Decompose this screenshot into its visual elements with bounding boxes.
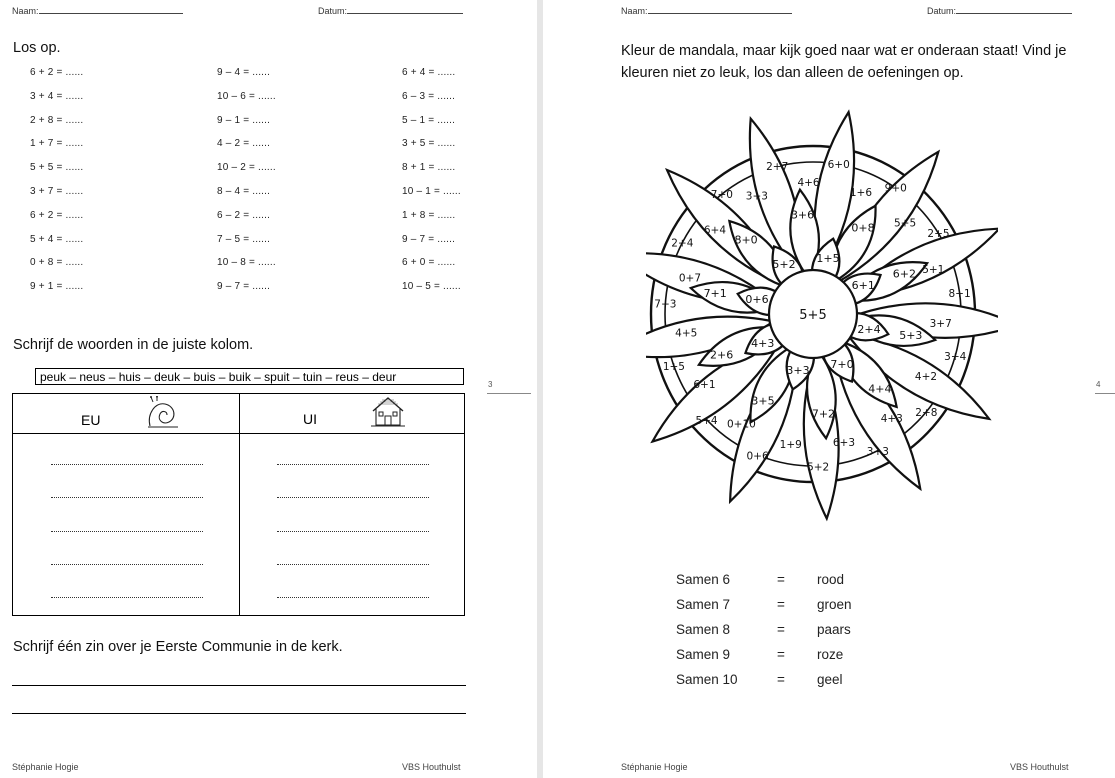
exercise-item[interactable]: 6 + 2 = ...... xyxy=(30,209,84,221)
mandala-outer-label[interactable]: 9+0 xyxy=(884,182,907,195)
date-line[interactable] xyxy=(956,5,1072,14)
mandala-outer-label[interactable]: 5+1 xyxy=(922,263,945,276)
mandala-middle-label[interactable]: 7+2 xyxy=(811,407,836,421)
exercise-item[interactable]: 6 + 2 = ...... xyxy=(30,67,84,78)
mandala-outer-label[interactable]: 1+9 xyxy=(779,438,802,451)
exercise-item[interactable]: 1 + 8 = ...... xyxy=(402,209,456,221)
name-field xyxy=(12,5,183,16)
exercise-item[interactable]: 1 + 7 = ...... xyxy=(30,138,84,150)
date-label: Datum: xyxy=(318,6,348,16)
mandala-outer-label[interactable]: 5+5 xyxy=(893,217,917,230)
mandala-outer-label[interactable]: 3+4 xyxy=(944,351,967,364)
section-title-los-op: Los op. xyxy=(13,40,61,56)
mandala-instruction: Kleur de mandala, maar kijk goed naar wat er onderaan staat! Vind je kleuren niet zo leuk, los dan alleen de oefeningen op. xyxy=(621,43,1067,81)
mandala-outer-label[interactable]: 4+6 xyxy=(797,177,820,190)
column-header-eu: EU xyxy=(81,412,101,428)
mandala-outer-label[interactable]: 2+4 xyxy=(671,237,694,250)
exercise-item[interactable]: 8 + 1 = ...... xyxy=(402,162,456,174)
legend-eq: = xyxy=(777,597,785,612)
answer-line-eu[interactable] xyxy=(51,596,203,598)
footer-school: VBS Houthulst xyxy=(402,762,461,772)
footer-school: VBS Houthulst xyxy=(1010,762,1069,772)
answer-line-eu[interactable] xyxy=(51,530,203,532)
exercise-item[interactable]: 10 – 1 = ...... xyxy=(402,186,461,197)
legend-color: paars xyxy=(817,622,851,637)
legend-label: Samen 8 xyxy=(676,622,731,637)
answer-line-eu[interactable] xyxy=(51,463,203,465)
answer-line-ui[interactable] xyxy=(277,496,429,498)
legend-eq: = xyxy=(777,622,785,637)
worksheet-page-left xyxy=(0,0,537,778)
answer-line-ui[interactable] xyxy=(277,463,429,465)
exercise-item[interactable]: 6 – 3 = ...... xyxy=(402,90,456,102)
footer-author: Stéphanie Hogie xyxy=(12,762,79,772)
mandala-outer-label[interactable]: 6+3 xyxy=(832,436,856,449)
mandala-outer-label[interactable]: 7+0 xyxy=(710,188,733,201)
section-title-woorden: Schrijf de woorden in de juiste kolom. xyxy=(13,337,254,353)
mandala-middle-label[interactable]: 4+4 xyxy=(868,382,892,396)
date-field xyxy=(927,5,1072,16)
mandala-outer-label[interactable]: 5+4 xyxy=(695,414,718,427)
word-list-box: peuk – neus – huis – deuk – buis – buik – spuit – tuin – reus – deur xyxy=(35,368,464,385)
mandala-outer-label[interactable]: 0+6 xyxy=(746,450,769,463)
answer-line-eu[interactable] xyxy=(51,563,203,565)
section-title-zin: Schrijf één zin over je Eerste Communie in de kerk. xyxy=(13,639,343,655)
legend-color: geel xyxy=(817,672,843,687)
mandala-drawing[interactable] xyxy=(646,88,998,546)
sentence-line[interactable] xyxy=(12,713,466,714)
mandala-outer-label[interactable]: 3+3 xyxy=(866,446,889,459)
legend-label: Samen 9 xyxy=(676,647,731,662)
mandala-middle-label[interactable]: 7+1 xyxy=(703,287,727,301)
answer-line-ui[interactable] xyxy=(277,563,429,565)
mandala-outer-label[interactable]: 1+5 xyxy=(662,361,686,374)
legend-eq: = xyxy=(777,572,785,587)
exercise-item[interactable]: 9 – 7 = ...... xyxy=(402,233,456,245)
name-label: Naam: xyxy=(621,6,648,16)
page-number: 4 xyxy=(1096,380,1101,389)
legend-eq: = xyxy=(777,647,785,662)
mandala-outer-label[interactable]: 7+3 xyxy=(654,298,677,311)
name-field xyxy=(621,5,792,16)
exercise-item[interactable]: 10 – 5 = ...... xyxy=(402,281,461,293)
exercise-item[interactable]: 3 + 7 = ...... xyxy=(30,186,84,197)
mandala-outer-label[interactable]: 4+3 xyxy=(880,412,903,425)
mandala-inner-label[interactable]: 3+3 xyxy=(786,364,810,378)
exercise-item[interactable]: 10 – 8 = ...... xyxy=(217,257,276,269)
mandala-outer-label[interactable]: 1+6 xyxy=(849,186,873,199)
legend-color: groen xyxy=(817,597,852,612)
answer-line-ui[interactable] xyxy=(277,530,429,532)
name-line[interactable] xyxy=(648,5,792,14)
date-field xyxy=(318,5,463,16)
exercise-item[interactable]: 3 + 4 = ...... xyxy=(30,90,84,102)
mandala-outer-label[interactable]: 6+4 xyxy=(703,224,727,237)
mandala-outer-label[interactable]: 2+7 xyxy=(766,161,789,174)
exercise-item[interactable]: 5 – 1 = ...... xyxy=(402,114,456,126)
legend-color: rood xyxy=(817,572,845,587)
exercise-item[interactable]: 10 – 2 = ...... xyxy=(217,162,276,174)
mandala-inner-label[interactable]: 1+5 xyxy=(816,251,840,265)
mandala-middle-label[interactable]: 5+3 xyxy=(899,328,923,342)
worksheet-page-right xyxy=(543,0,1115,778)
mandala-outer-label[interactable]: 3+7 xyxy=(929,318,952,331)
exercise-item[interactable]: 5 + 5 = ...... xyxy=(30,162,84,174)
snail-illustration-icon xyxy=(145,396,181,430)
mandala-inner-label[interactable]: 5+2 xyxy=(772,257,796,271)
mandala-outer-label[interactable]: 0+10 xyxy=(727,418,756,431)
mandala-middle-label[interactable]: 3+5 xyxy=(751,394,775,408)
answer-line-eu[interactable] xyxy=(51,496,203,498)
date-label: Datum: xyxy=(927,6,957,16)
legend-label: Samen 6 xyxy=(676,572,731,587)
legend-eq: = xyxy=(777,672,785,687)
exercise-item[interactable]: 4 – 2 = ...... xyxy=(217,138,271,150)
exercise-item[interactable]: 0 + 8 = ...... xyxy=(30,257,84,269)
mandala-inner-label[interactable]: 0+6 xyxy=(745,292,769,306)
mandala-inner-label[interactable]: 2+4 xyxy=(857,323,881,337)
exercise-item[interactable]: 3 + 5 = ...... xyxy=(402,138,456,150)
footer-author: Stéphanie Hogie xyxy=(621,762,688,772)
exercise-item[interactable]: 7 – 5 = ...... xyxy=(217,233,271,245)
mandala-outer-label[interactable]: 8+1 xyxy=(948,287,971,300)
exercise-item[interactable]: 2 + 8 = ...... xyxy=(30,114,84,126)
mandala-outer-label[interactable]: 4+2 xyxy=(914,370,938,383)
mandala-middle-label[interactable]: 6+2 xyxy=(892,267,916,281)
date-line[interactable] xyxy=(347,5,463,14)
exercise-item[interactable]: 9 + 1 = ...... xyxy=(30,281,84,293)
house-icon xyxy=(370,395,406,429)
exercise-item[interactable]: 6 – 2 = ...... xyxy=(217,209,271,221)
sorting-table xyxy=(12,393,465,616)
exercise-item[interactable]: 6 + 4 = ...... xyxy=(402,67,456,78)
exercise-item[interactable]: 9 – 7 = ...... xyxy=(217,281,271,293)
answer-line-ui[interactable] xyxy=(277,596,429,598)
mandala-outer-label[interactable]: 2+8 xyxy=(915,406,938,419)
mandala-inner-label[interactable]: 6+1 xyxy=(851,279,875,292)
mandala-middle-label[interactable]: 8+0 xyxy=(734,233,758,247)
mandala-outer-label[interactable]: 2+5 xyxy=(927,228,950,241)
legend-label: Samen 7 xyxy=(676,597,731,612)
exercise-item[interactable]: 6 + 0 = ...... xyxy=(402,257,456,269)
mandala-middle-label[interactable]: 2+6 xyxy=(710,348,734,362)
legend-label: Samen 10 xyxy=(676,672,738,687)
mandala-outer-label[interactable]: 6+1 xyxy=(693,378,716,391)
name-label: Naam: xyxy=(12,6,39,16)
mandala-outer-label[interactable]: 4+5 xyxy=(675,327,698,340)
exercise-item[interactable]: 9 – 1 = ...... xyxy=(217,114,271,126)
exercise-item[interactable]: 8 – 4 = ...... xyxy=(217,186,271,197)
name-line[interactable] xyxy=(39,5,183,14)
page-number: 3 xyxy=(488,380,493,389)
mandala-inner-label[interactable]: 4+3 xyxy=(751,337,775,350)
exercise-item[interactable]: 10 – 6 = ...... xyxy=(217,90,276,102)
mandala-inner-label[interactable]: 7+0 xyxy=(830,358,854,372)
mandala-middle-label[interactable]: 0+8 xyxy=(851,221,875,235)
mandala-center-label[interactable]: 5+5 xyxy=(799,308,827,323)
mandala-outer-label[interactable]: 5+2 xyxy=(807,461,830,474)
mandala-outer-label[interactable]: 6+0 xyxy=(827,158,850,171)
exercise-item[interactable]: 9 – 4 = ...... xyxy=(217,67,271,78)
mandala-outer-label[interactable]: 3+3 xyxy=(745,190,768,203)
exercise-item[interactable]: 5 + 4 = ...... xyxy=(30,233,84,245)
mandala-outer-label[interactable]: 0+7 xyxy=(678,272,702,285)
column-header-ui: UI xyxy=(303,411,317,427)
mandala-middle-label[interactable]: 3+6 xyxy=(790,208,815,222)
legend-color: roze xyxy=(817,647,844,662)
sentence-line[interactable] xyxy=(12,685,466,686)
